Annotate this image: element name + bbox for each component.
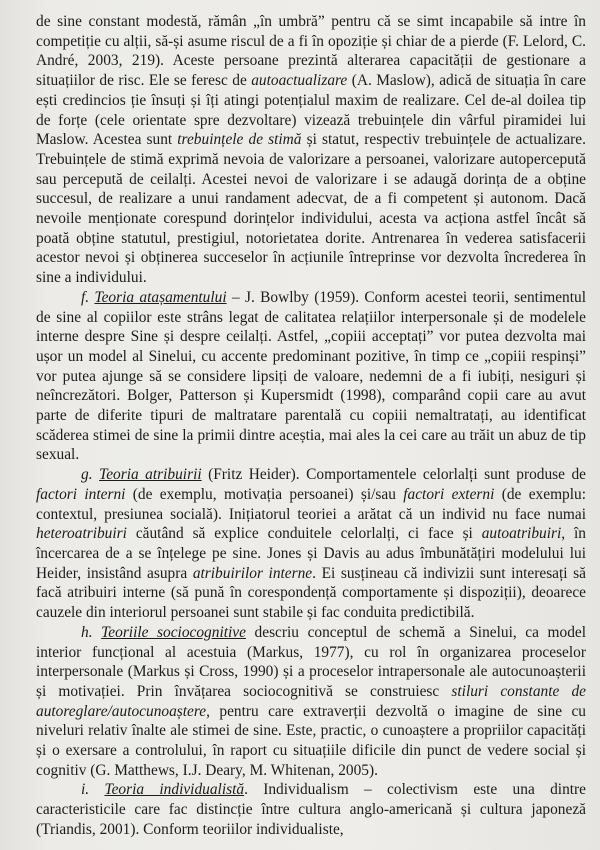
text-run: , în încercarea de a se înțelege pe sine. Jones și Davis au adus îmbunătățiri modelului lui Heider, insistând asupra — [36, 525, 586, 582]
text-run: – J. Bowlby (1959). Conform acestei teorii, sentimentul de sine al copiilor este strâns legat de calitatea relațiilor interpersonale și de modelele interne despre Sine și despre ceilalți. Astfel, „copiii acceptați” vor putea dezvolta mai ușor un model al Sinelui, cu accente predominant pozitive, în timp ce „copiii respinși” vor putea ajunge să se considere lipsiți de valoare, nedemni de a fi iubiți, nesiguri și neîncrezători. Bolger, Patterson și Kupersmidt (1998), comparând copii care au avut parte de diferite tipuri de maltratare parentală cu copiii nemaltratați, au identificat scăderea stimei de sine la primii dintre aceștia, mai ales la cei care au trăit un abuz de tip sexual. — [36, 288, 586, 464]
italic-term: heteroatribuiri — [36, 525, 127, 543]
section-heading: Teoria individualistă — [104, 781, 245, 799]
italic-term: autoatribuiri — [481, 525, 562, 543]
text-run: . Ei susțineau că indivizii sunt interesați să facă atribuiri interne (să pună în corespondență comportamente și dispoziții), deoarece cauzele din interiorul persoanei sunt stabile și fac conduita predictibilă. — [36, 564, 586, 622]
text-run: (de exemplu: contextul, presiunea socială). Inițiatorul teoriei a arătat că un individ nu face numai — [36, 485, 586, 523]
italic-term: trebuințele de stimă — [177, 131, 302, 149]
section-heading: Teoria atașamentului — [94, 288, 227, 306]
section-heading: Teoriile sociocognitive — [101, 623, 246, 641]
text-run: de sine constant modestă, rămân „în umbră” pentru că se simt incapabile să intre în competiție cu alții, să-și asume riscul de a fi în opoziție și chiar de a pierde (F. Lelord, C. André, 2003, 219). Aceste persoane prezintă alterarea capacității de gestionare a situațiilor de risc. Ele se feresc de — [36, 13, 586, 90]
italic-term: g. — [81, 466, 100, 484]
text-run: , pentru care extraverții dezvoltă o imagine de sine cu niveluri relativ înalte ale stimei de sine. Este, practic, o cunoaștere a propriilor capacități și o exersare a controlului, în raport cu situațiile dificile din punct de vedere social și cognitiv (G. Matthews, I.J. Deary, M. Whitenan, 2005). — [36, 702, 586, 779]
text-run: . Individualism – colectivism este una dintre caracteristicile care fac distincție între cultura anglo-americană și cultura japoneză (Triandis, 2001). Conform teoriilor individualiste, — [36, 781, 586, 838]
paragraph-p4 — [36, 623, 586, 781]
text-run: (de exemplu, motivația persoanei) și/sau — [125, 485, 404, 503]
italic-term: h. — [81, 623, 102, 641]
italic-term: f. — [81, 288, 95, 306]
paragraph-p3 — [36, 465, 586, 623]
italic-term: factori interni — [36, 485, 126, 503]
italic-term: atribuirilor interne — [192, 564, 313, 582]
paragraph-p2 — [36, 288, 586, 465]
italic-term: factori externi — [403, 485, 495, 503]
text-run: (A. Maslow), adică de situația în care ești credincios ție însuți și îți atingi potențialul maxim de realizare. Cel de-al doilea tip de forțe (cele orientate spre dezvoltare) vizează trebuințele din vârful piramidei lui Maslow. Acestea sunt — [36, 72, 586, 149]
paragraph-p5 — [36, 780, 586, 839]
section-heading: Teoria atribuirii — [99, 466, 202, 484]
italic-term: i. — [81, 781, 105, 799]
italic-term: autoactualizare — [251, 72, 348, 90]
text-run: căutând să explice conduitele celorlalți, ci face și — [126, 525, 482, 543]
body-text — [36, 12, 586, 840]
text-run: (Fritz Heider). Comportamentele celorlalți sunt produse de — [201, 466, 587, 484]
italic-term: stiluri constante de autoreglare/autocunoaștere — [36, 682, 586, 720]
paragraph-p1 — [36, 12, 586, 288]
text-run: descriu conceptul de schemă a Sinelui, ca model interior funcțional al acestuia (Markus, 1977), cu rol în organizarea proceselor interpersonale (Markus și Cross, 1990) și a proceselor intrapersonale ale autocunoașterii și motivației. Prin învățarea sociocognitivă se construiesc — [36, 623, 586, 700]
text-run: și statut, respectiv trebuințele de actualizare. Trebuințele de stimă exprimă nevoia de valorizare a persoanei, valorizare autopercepută sau percepută de ceilalți. Acestei nevoi de valorizare i se adaugă dorința de a obține succesul, de realizare a unui randament adecvat, de a fi competent și autonom. Dacă nevoile menționate corespund dorințelor individului, acesta va acționa astfel încât să poată obține statutul, prestigiul, notorietatea dorite. Antrenarea în vederea satisfacerii acestor nevoi și obținerea succeselor în acțiunile întreprinse vor dezvolta încrederea în sine a individului. — [36, 131, 586, 287]
